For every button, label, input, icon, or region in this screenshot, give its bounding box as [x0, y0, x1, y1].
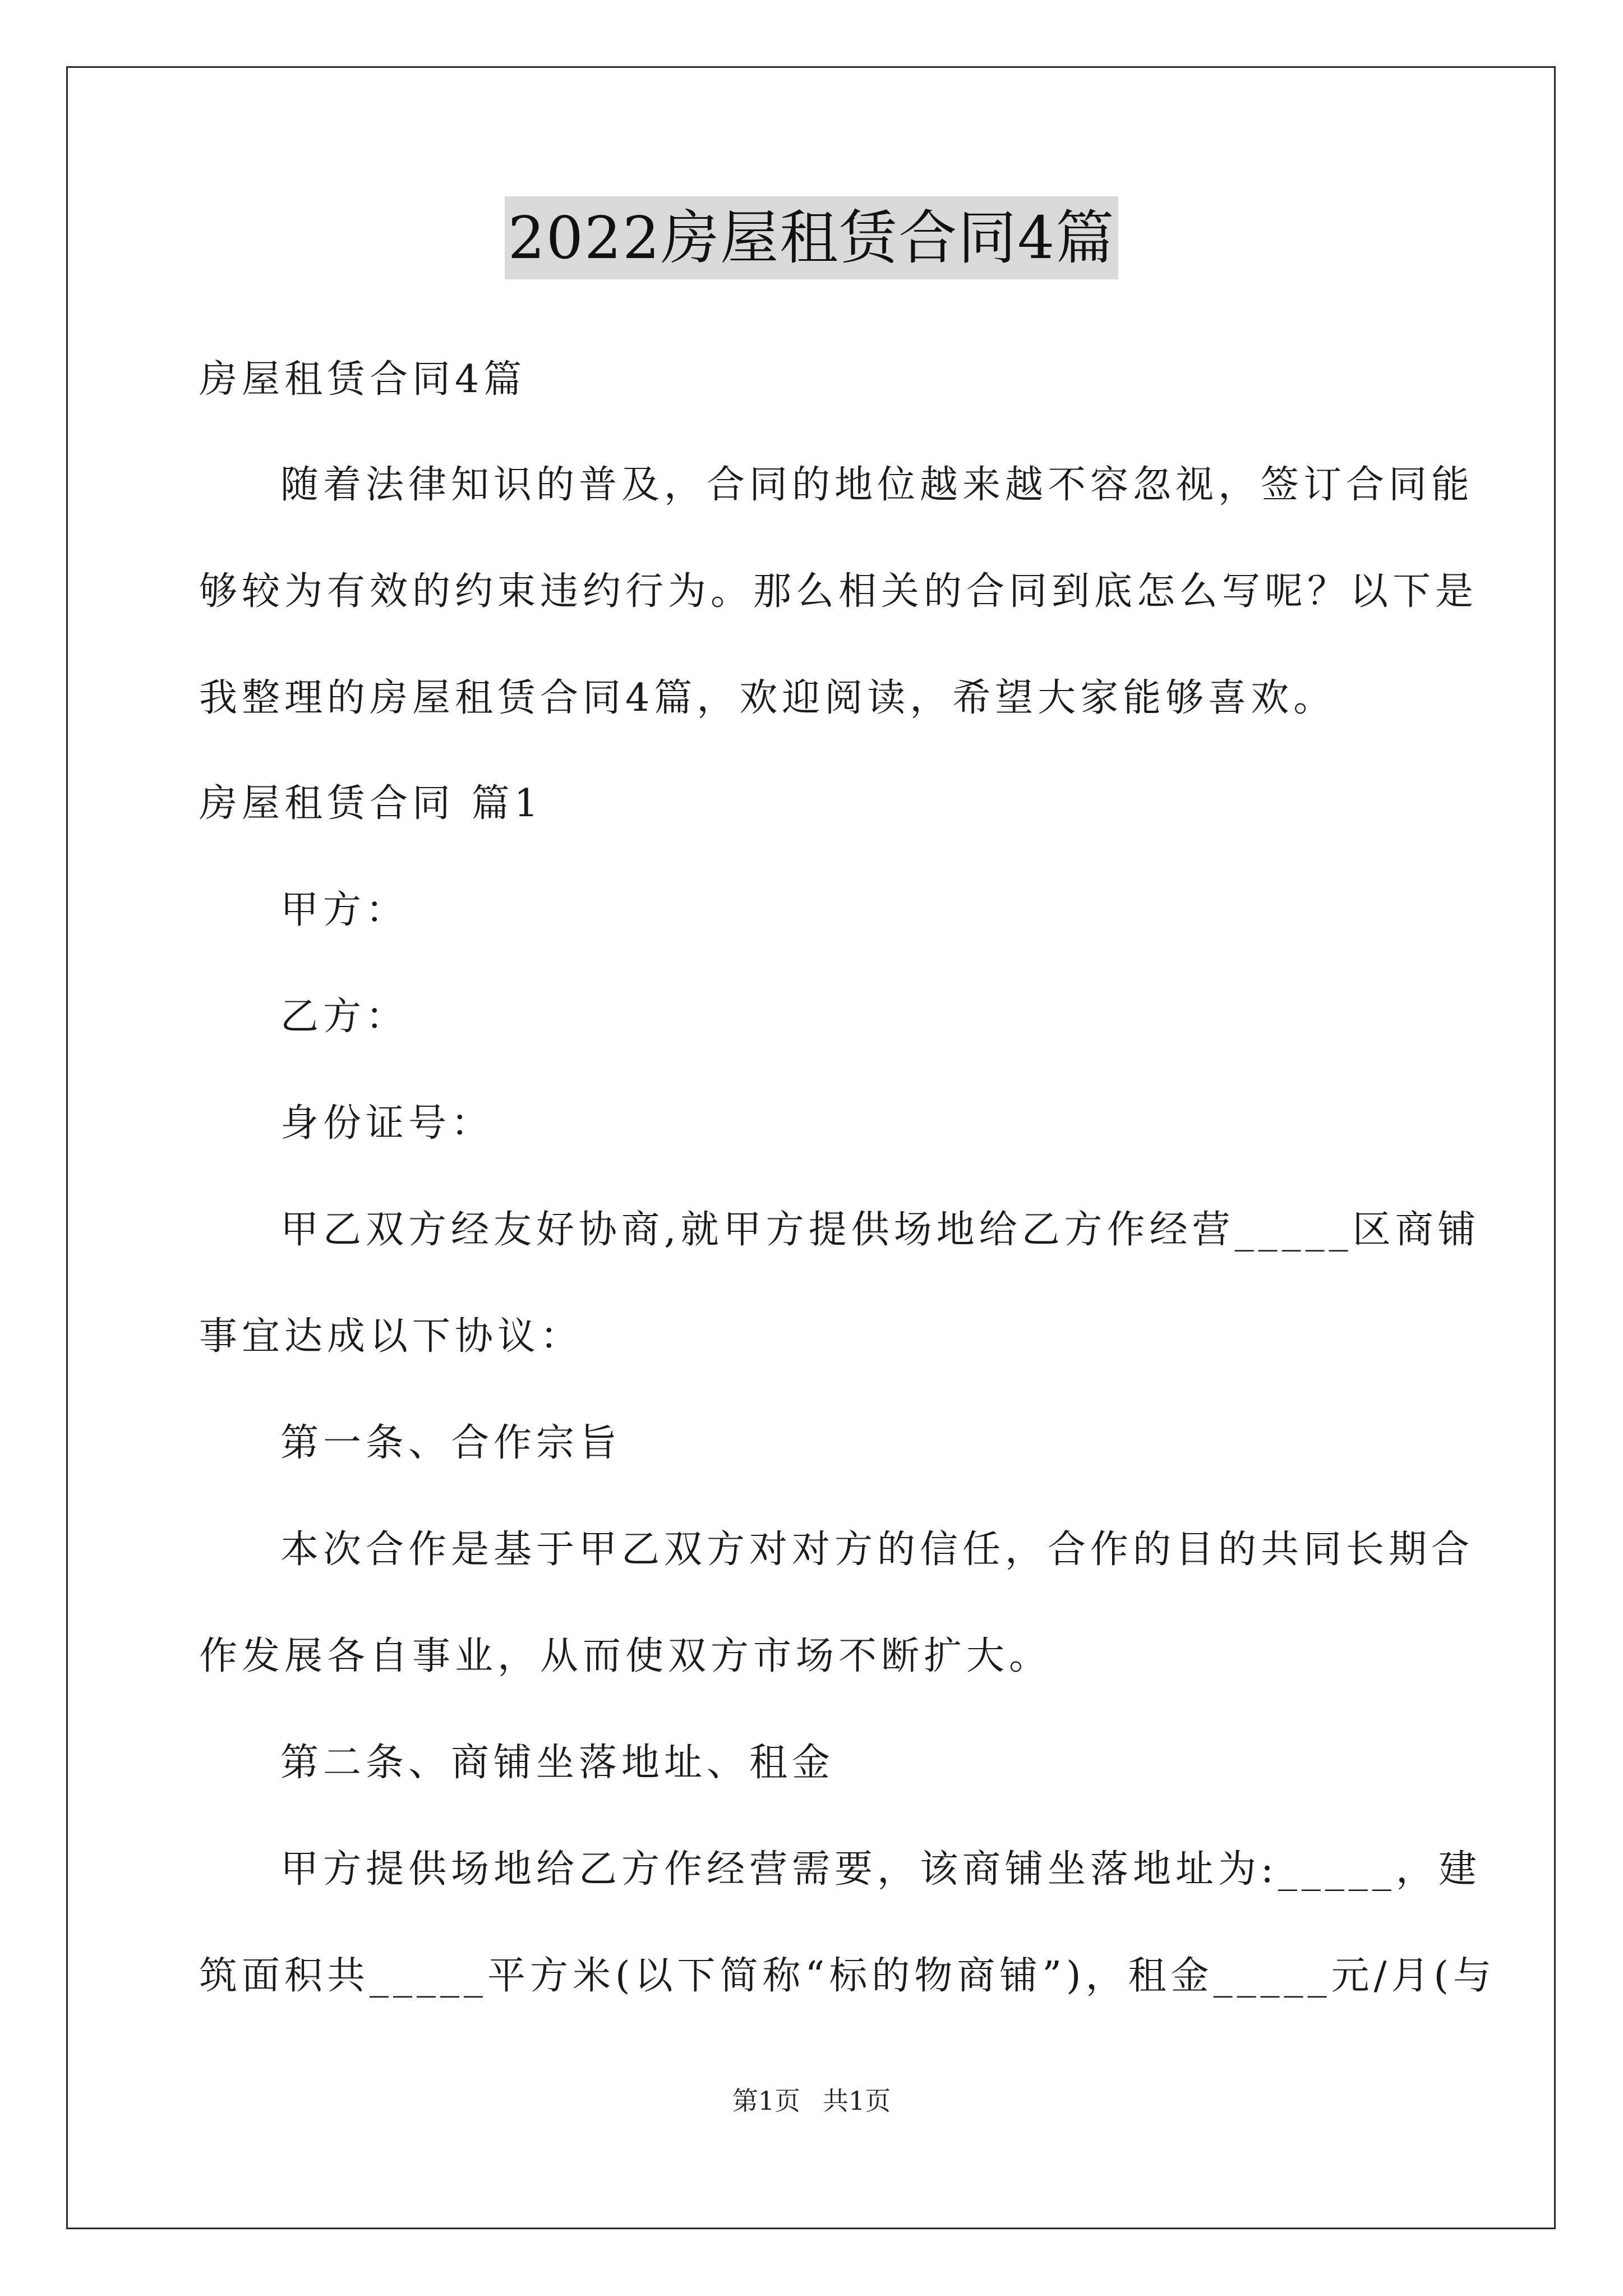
paragraph-line: 本次合作是基于甲乙双方对对方的信任，合作的目的共同长期合	[280, 1527, 1474, 1572]
page-total: 共1页	[823, 2086, 891, 2116]
page-number: 第1页	[732, 2086, 800, 2116]
paragraph-line: 随着法律知识的普及，合同的地位越来越不容忽视，签订合同能	[280, 463, 1474, 507]
party-b-label: 乙方：	[280, 995, 409, 1039]
title-container	[0, 196, 1623, 279]
party-a-label: 甲方：	[280, 888, 409, 932]
page-footer	[0, 2084, 1623, 2118]
id-number-label: 身份证号：	[280, 1101, 494, 1145]
paragraph-line: 甲乙双方经友好协商,就甲方提供场地给乙方作经营_____区商铺	[280, 1208, 1481, 1252]
section-heading: 房屋租赁合同 篇1	[199, 781, 543, 826]
paragraph-line: 我整理的房屋租赁合同4篇，欢迎阅读，希望大家能够喜欢。	[199, 676, 1336, 720]
paragraph-line: 甲方提供场地给乙方作经营需要，该商铺坐落地址为:_____，建	[280, 1847, 1481, 1892]
paragraph-line: 够较为有效的约束违约行为。那么相关的合同到底怎么写呢？以下是	[199, 569, 1478, 614]
paragraph-line: 筑面积共_____平方米(以下简称“标的物商铺”)，租金_____元/月(与	[199, 1954, 1496, 1998]
article-heading: 第一条、合作宗旨	[280, 1421, 622, 1465]
subtitle-line: 房屋租赁合同4篇	[199, 357, 527, 402]
paragraph-line: 事宜达成以下协议：	[199, 1314, 583, 1359]
article-heading: 第二条、商铺坐落地址、租金	[280, 1741, 835, 1785]
document-title: 2022房屋租赁合同4篇	[505, 196, 1119, 279]
paragraph-line: 作发展各自事业，从而使双方市场不断扩大。	[199, 1634, 1052, 1678]
